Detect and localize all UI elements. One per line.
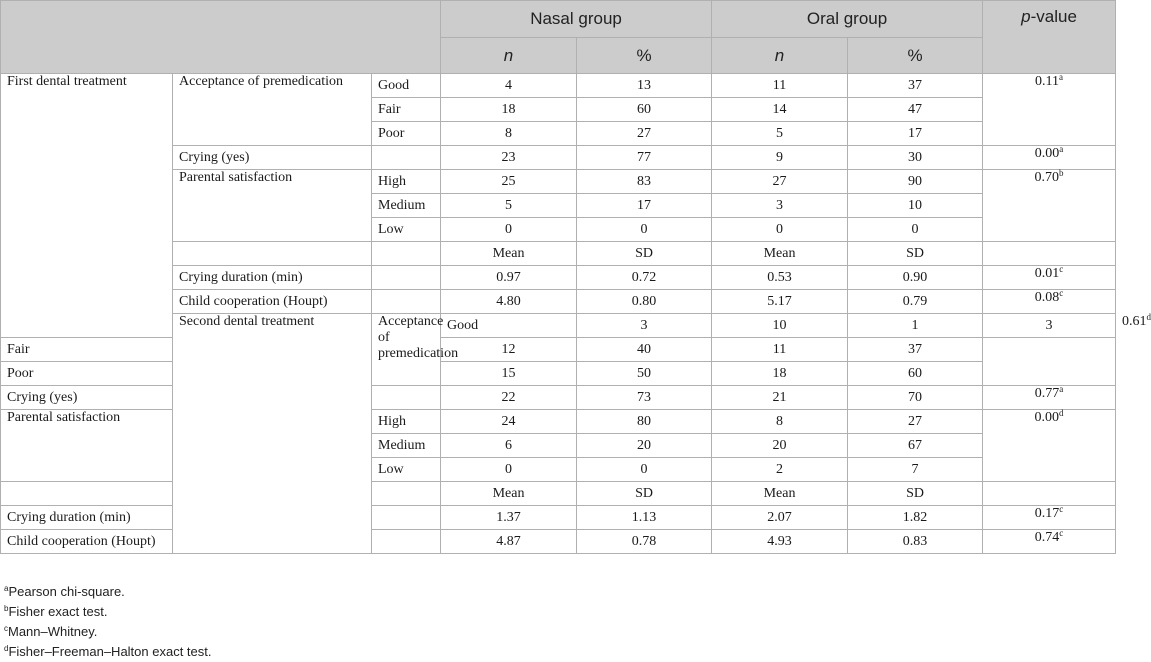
row-label: Crying (yes)	[1, 386, 173, 410]
oral-pct-cell: 37	[848, 338, 983, 362]
oral-n-cell: 20	[712, 434, 848, 458]
footnote-text: Pearson chi-square.	[8, 584, 125, 599]
oral-n-cell: 1	[848, 314, 983, 338]
mean-header: Mean	[712, 242, 848, 266]
stat-header-row	[1, 482, 1116, 506]
oral-sd-cell: 0.83	[848, 530, 983, 554]
nasal-n-cell: 3	[577, 314, 712, 338]
nasal-n-cell: 18	[441, 98, 577, 122]
nasal-n-cell: 23	[441, 146, 577, 170]
footnote	[4, 582, 212, 602]
oral-pct-cell: 70	[848, 386, 983, 410]
oral-n-cell: 11	[712, 74, 848, 98]
table-row	[1, 530, 1116, 554]
empty-cell	[372, 290, 441, 314]
p-value-cell: 0.77$^a$	[983, 386, 1116, 410]
oral-pct-cell: 27	[848, 410, 983, 434]
oral-pct-cell: 7	[848, 458, 983, 482]
footnote-text: Fisher exact test.	[8, 604, 108, 619]
oral-n-cell: 11	[712, 338, 848, 362]
row-label: Acceptance of premedication	[173, 74, 372, 146]
p-value-cell: 0.08$^c$	[983, 290, 1116, 314]
header-blank-cell	[1, 1, 441, 74]
nasal-pct-cell: 20	[577, 434, 712, 458]
oral-pct-cell: 67	[848, 434, 983, 458]
p-value-cell: 0.00$^a$	[983, 146, 1116, 170]
oral-mean-cell: 4.93	[712, 530, 848, 554]
level-label: Good	[372, 74, 441, 98]
oral-mean-cell: 2.07	[712, 506, 848, 530]
nasal-n-cell: 22	[441, 386, 577, 410]
row-label: Parental satisfaction	[1, 410, 173, 482]
nasal-n-cell: 6	[441, 434, 577, 458]
oral-pct-cell: 0	[848, 218, 983, 242]
nasal-n-cell: 24	[441, 410, 577, 434]
oral-sd-cell: 0.90	[848, 266, 983, 290]
nasal-pct-cell: 13	[577, 74, 712, 98]
empty-cell	[372, 266, 441, 290]
empty-cell	[1, 482, 173, 506]
row-label: Crying (yes)	[173, 146, 372, 170]
oral-sd-cell: 1.82	[848, 506, 983, 530]
footnote-text: Mann–Whitney.	[8, 624, 98, 639]
p-value-header	[983, 1, 1116, 74]
p-value-cell: 0.17$^c$	[983, 506, 1116, 530]
sd-header: SD	[577, 242, 712, 266]
level-label: Good	[441, 314, 577, 338]
oral-pct-cell: 47	[848, 98, 983, 122]
nasal-pct-cell: 0	[577, 458, 712, 482]
nasal-pct-cell: 60	[577, 98, 712, 122]
oral-mean-cell: 5.17	[712, 290, 848, 314]
footnote-mark: c	[4, 624, 8, 633]
footnote	[4, 642, 212, 662]
table-row	[1, 410, 1116, 434]
oral-n-header: n	[712, 38, 848, 74]
table-row	[1, 338, 1116, 362]
oral-mean-cell: 0.53	[712, 266, 848, 290]
table-row	[1, 74, 1116, 98]
nasal-pct-cell: 0	[577, 218, 712, 242]
nasal-pct-cell: 77	[577, 146, 712, 170]
empty-cell	[983, 242, 1116, 266]
p-value-cell: 0.01$^c$	[983, 266, 1116, 290]
footnotes	[4, 582, 212, 662]
nasal-sd-cell: 1.13	[577, 506, 712, 530]
oral-pct-header: %	[848, 38, 983, 74]
level-label: High	[372, 410, 441, 434]
nasal-sd-cell: 0.72	[577, 266, 712, 290]
empty-cell	[372, 242, 441, 266]
oral-pct-cell: 90	[848, 170, 983, 194]
table-row: Second dental treatment Acceptance of premedication Good 3 10 1 3 0.61$^d$	[1, 314, 1116, 338]
section-title: Second dental treatment	[173, 314, 372, 554]
footnote-mark: b	[4, 604, 9, 613]
nasal-pct-cell: 27	[577, 122, 712, 146]
table-row	[1, 506, 1116, 530]
oral-pct-cell: 30	[848, 146, 983, 170]
oral-n-cell: 5	[712, 122, 848, 146]
oral-n-cell: 9	[712, 146, 848, 170]
nasal-n-cell: 0	[441, 218, 577, 242]
empty-cell	[372, 482, 441, 506]
level-label: Medium	[372, 194, 441, 218]
p-value-cell: 0.00$^d$	[983, 410, 1116, 482]
level-label: Low	[372, 218, 441, 242]
empty-cell	[372, 146, 441, 170]
nasal-mean-cell: 4.87	[441, 530, 577, 554]
empty-cell	[372, 386, 441, 410]
nasal-mean-cell: 0.97	[441, 266, 577, 290]
level-label: Poor	[1, 362, 173, 386]
sd-header: SD	[848, 242, 983, 266]
nasal-pct-cell: 80	[577, 410, 712, 434]
p-value-cell: 0.74$^c$	[983, 530, 1116, 554]
p-value-cell: 0.11$^a$	[983, 74, 1116, 146]
p-value-cell: 0.70$^b$	[983, 170, 1116, 242]
nasal-mean-cell: 1.37	[441, 506, 577, 530]
nasal-n-cell: 25	[441, 170, 577, 194]
nasal-pct-cell: 83	[577, 170, 712, 194]
row-label: Crying duration (min)	[173, 266, 372, 290]
oral-n-cell: 18	[712, 362, 848, 386]
nasal-mean-cell: 4.80	[441, 290, 577, 314]
oral-pct-cell: 37	[848, 74, 983, 98]
nasal-n-cell: 8	[441, 122, 577, 146]
level-label: Medium	[372, 434, 441, 458]
level-label: Fair	[372, 98, 441, 122]
section-title: First dental treatment	[1, 74, 173, 338]
nasal-pct-cell: 40	[577, 338, 712, 362]
p-value-italic: p	[1021, 7, 1031, 26]
nasal-pct-cell: 50	[577, 362, 712, 386]
mean-header: Mean	[441, 482, 577, 506]
nasal-sd-cell: 0.80	[577, 290, 712, 314]
table-row	[1, 362, 1116, 386]
oral-n-cell: 21	[712, 386, 848, 410]
table-row	[1, 386, 1116, 410]
nasal-n-cell: 12	[441, 338, 577, 362]
row-label: Crying duration (min)	[1, 506, 173, 530]
oral-n-cell: 0	[712, 218, 848, 242]
oral-n-cell: 2	[712, 458, 848, 482]
nasal-sd-cell: 0.78	[577, 530, 712, 554]
oral-sd-cell: 0.79	[848, 290, 983, 314]
row-label: Parental satisfaction	[173, 170, 372, 242]
level-label: High	[372, 170, 441, 194]
oral-pct-cell: 60	[848, 362, 983, 386]
sd-header: SD	[577, 482, 712, 506]
row-label: Child cooperation (Houpt)	[173, 290, 372, 314]
row-label: Acceptance of premedication	[372, 314, 441, 386]
nasal-n-cell: 15	[441, 362, 577, 386]
nasal-pct-header: %	[577, 38, 712, 74]
row-label: Child cooperation (Houpt)	[1, 530, 173, 554]
p-value-suffix: -value	[1030, 7, 1077, 26]
level-label: Fair	[1, 338, 173, 362]
footnote-mark: d	[4, 644, 9, 653]
footnote	[4, 622, 212, 642]
mean-header: Mean	[441, 242, 577, 266]
oral-pct-cell: 17	[848, 122, 983, 146]
footnote-mark: a	[4, 584, 9, 593]
nasal-pct-cell: 17	[577, 194, 712, 218]
nasal-group-header: Nasal group	[441, 1, 712, 38]
empty-cell	[173, 242, 372, 266]
empty-cell	[372, 506, 441, 530]
oral-pct-cell: 3	[983, 314, 1116, 338]
level-label: Low	[372, 458, 441, 482]
level-label: Poor	[372, 122, 441, 146]
empty-cell	[983, 482, 1116, 506]
oral-pct-cell: 10	[848, 194, 983, 218]
oral-n-cell: 27	[712, 170, 848, 194]
oral-n-cell: 8	[712, 410, 848, 434]
oral-n-cell: 3	[712, 194, 848, 218]
oral-n-cell: 14	[712, 98, 848, 122]
sd-header: SD	[848, 482, 983, 506]
mean-header: Mean	[712, 482, 848, 506]
nasal-n-cell: 4	[441, 74, 577, 98]
empty-cell	[372, 530, 441, 554]
nasal-n-cell: 0	[441, 458, 577, 482]
nasal-n-header: n	[441, 38, 577, 74]
footnote-text: Fisher–Freeman–Halton exact test.	[8, 644, 212, 659]
footnote	[4, 602, 212, 622]
nasal-n-cell: 5	[441, 194, 577, 218]
nasal-pct-cell: 73	[577, 386, 712, 410]
nasal-pct-cell: 10	[712, 314, 848, 338]
oral-group-header: Oral group	[712, 1, 983, 38]
